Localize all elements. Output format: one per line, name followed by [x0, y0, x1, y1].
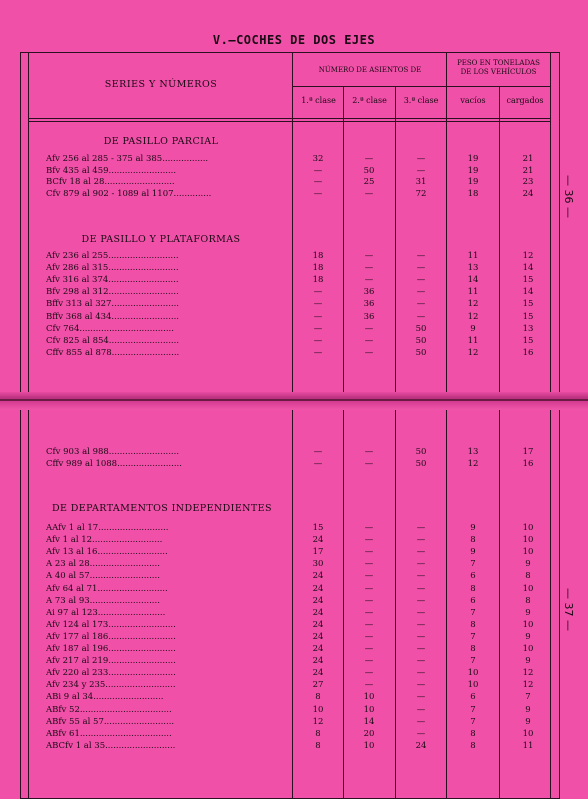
cell-vacios: 8: [470, 583, 476, 594]
cell-clase-2: 25: [363, 177, 375, 188]
table-row: [0, 446, 588, 458]
cell-vacios: 7: [470, 607, 476, 618]
table-row: [0, 619, 588, 631]
cell-clase-1: —: [313, 299, 323, 310]
cell-cargados: 10: [522, 619, 534, 630]
table-row: [0, 667, 588, 679]
cell-vacios: 11: [467, 335, 479, 346]
row-label: Afv 316 al 374..........................: [46, 275, 179, 286]
table-row: [0, 176, 588, 188]
row-label: A 40 al 57..........................: [46, 571, 160, 582]
cell-clase-3: 31: [415, 177, 427, 188]
row-label: Afv 217 al 219.........................: [46, 656, 176, 667]
cell-clase-3: —: [416, 523, 426, 533]
cell-vacios: 7: [470, 559, 476, 570]
cell-cargados: 9: [525, 607, 531, 618]
cell-clase-1: 30: [312, 559, 324, 570]
page-title: V.—COCHES DE DOS EJES: [212, 33, 376, 47]
cell-vacios: 13: [467, 447, 479, 457]
cell-cargados: 10: [522, 535, 534, 546]
cell-cargados: 16: [522, 347, 534, 358]
header-clase-1: 1.ª clase: [301, 96, 336, 105]
cell-vacios: 6: [470, 595, 476, 606]
cell-cargados: 7: [525, 692, 531, 703]
header-peso-2: DE LOS VEHÍCULOS: [460, 68, 537, 76]
row-label: Afv 187 al 196.........................: [46, 644, 176, 654]
cell-cargados: 14: [522, 287, 534, 298]
cell-vacios: 6: [470, 571, 476, 582]
cell-clase-1: —: [313, 165, 323, 176]
cell-clase-2: 20: [363, 728, 375, 739]
row-label: Afv 124 al 173.........................: [46, 619, 176, 630]
cell-clase-3: —: [416, 547, 426, 558]
cell-clase-2: —: [364, 335, 374, 346]
cell-clase-1: —: [313, 447, 323, 457]
cell-cargados: 21: [522, 154, 534, 164]
table-row: [0, 534, 588, 546]
cell-clase-2: —: [364, 631, 374, 642]
cell-clase-1: 12: [312, 716, 324, 727]
cell-clase-3: —: [416, 668, 426, 679]
row-label: ABfv 55 al 57..........................: [46, 716, 175, 727]
row-label: A 23 al 28..........................: [46, 559, 160, 570]
cell-clase-1: 24: [312, 583, 324, 594]
table-row: [0, 522, 588, 534]
cell-clase-3: 72: [415, 188, 427, 199]
cell-clase-2: —: [364, 571, 374, 582]
table-row: [0, 643, 588, 655]
cell-clase-1: 8: [315, 740, 321, 751]
cell-clase-1: —: [313, 335, 323, 346]
cell-clase-1: 17: [312, 547, 324, 558]
cell-cargados: 9: [525, 559, 531, 570]
page-fold-line: [0, 399, 588, 401]
table-row: [0, 311, 588, 323]
row-label: Bffv 368 al 434.........................: [46, 311, 179, 322]
cell-clase-1: —: [313, 177, 323, 188]
cell-clase-3: —: [416, 656, 426, 667]
table-row: [0, 558, 588, 570]
row-label: ABi 9 al 34..........................: [46, 692, 164, 703]
cell-clase-1: 24: [312, 631, 324, 642]
cell-clase-1: 15: [312, 523, 324, 533]
table-row: [0, 153, 588, 165]
cell-clase-3: —: [416, 728, 426, 739]
cell-cargados: 24: [522, 188, 534, 199]
row-label: Ai 97 al 123.........................: [46, 607, 166, 618]
cell-clase-2: —: [364, 656, 374, 667]
row-label: AAfv 1 al 17..........................: [46, 523, 169, 533]
header-rule: [292, 86, 550, 87]
cell-vacios: 8: [470, 728, 476, 739]
row-label: ABCfv 1 al 35..........................: [46, 740, 176, 751]
cell-vacios: 13: [467, 263, 479, 274]
table-row: [0, 716, 588, 728]
cell-clase-2: —: [364, 447, 374, 457]
cell-vacios: 8: [470, 644, 476, 654]
table-row: [0, 188, 588, 200]
margin-page-number: — 36 —: [562, 175, 575, 218]
table-row: [0, 335, 588, 347]
cell-clase-3: —: [416, 583, 426, 594]
cell-clase-3: —: [416, 680, 426, 691]
cell-clase-3: —: [416, 287, 426, 298]
table-row: [0, 691, 588, 703]
cell-clase-3: —: [416, 644, 426, 654]
cell-clase-3: —: [416, 299, 426, 310]
cell-clase-3: 50: [415, 447, 427, 457]
cell-cargados: 9: [525, 704, 531, 715]
header-series: SERIES Y NÚMEROS: [104, 79, 218, 90]
cell-clase-1: —: [313, 311, 323, 322]
cell-vacios: 9: [470, 523, 476, 533]
cell-clase-2: —: [364, 680, 374, 691]
row-label: ABfv 52..................................: [46, 704, 172, 715]
cell-clase-2: 10: [363, 692, 375, 703]
header-peso-1: PESO EN TONELADAS: [457, 59, 540, 67]
cell-clase-1: —: [313, 459, 323, 469]
table-row: [0, 546, 588, 558]
cell-vacios: 11: [467, 287, 479, 298]
margin-page-number: — 37 —: [562, 588, 575, 631]
row-label: Bfv 298 al 312..........................: [46, 287, 179, 298]
cell-clase-1: 24: [312, 619, 324, 630]
table-row: [0, 347, 588, 359]
cell-cargados: 8: [525, 571, 531, 582]
table-row: [0, 655, 588, 667]
table-row: [0, 595, 588, 607]
cell-vacios: 14: [467, 275, 479, 286]
header-bottom-rule-2: [28, 121, 550, 122]
cell-clase-3: —: [416, 704, 426, 715]
row-label: Afv 64 al 71..........................: [46, 583, 168, 594]
row-label: Bfv 435 al 459.........................: [46, 165, 177, 176]
cell-clase-1: —: [313, 287, 323, 298]
cell-vacios: 19: [467, 177, 479, 188]
cell-vacios: 12: [467, 311, 479, 322]
cell-cargados: 10: [522, 523, 534, 533]
cell-vacios: 12: [467, 459, 479, 469]
cell-vacios: 19: [467, 154, 479, 164]
cell-clase-2: —: [364, 547, 374, 558]
cell-vacios: 11: [467, 251, 479, 261]
header-vacios: vacíos: [460, 96, 486, 105]
cell-cargados: 8: [525, 595, 531, 606]
row-label: BCfv 18 al 28..........................: [46, 177, 175, 188]
cell-cargados: 17: [522, 447, 534, 457]
cell-clase-1: 24: [312, 535, 324, 546]
cell-clase-1: —: [313, 323, 323, 334]
table-row: [0, 274, 588, 286]
cell-clase-2: —: [364, 583, 374, 594]
cell-clase-2: —: [364, 644, 374, 654]
table-row: [0, 631, 588, 643]
table-row: [0, 728, 588, 740]
cell-clase-1: 32: [312, 154, 324, 164]
cell-clase-3: —: [416, 154, 426, 164]
cell-clase-1: 18: [312, 275, 324, 286]
cell-cargados: 21: [522, 165, 534, 176]
row-label: Afv 220 al 233.........................: [46, 668, 176, 679]
cell-clase-2: 36: [363, 299, 375, 310]
row-label: Cffv 855 al 878.........................: [46, 347, 180, 358]
row-label: Afv 236 al 255..........................: [46, 251, 179, 261]
cell-cargados: 15: [522, 299, 534, 310]
table-row: [0, 286, 588, 298]
cell-clase-3: —: [416, 571, 426, 582]
table-row: [0, 250, 588, 262]
row-label: Cfv 879 al 902 - 1089 al 1107..............: [46, 188, 212, 199]
cell-clase-2: —: [364, 559, 374, 570]
cell-clase-2: 10: [363, 704, 375, 715]
row-label: Afv 177 al 186.........................: [46, 631, 176, 642]
cell-clase-1: 24: [312, 607, 324, 618]
cell-clase-2: —: [364, 668, 374, 679]
cell-clase-3: —: [416, 716, 426, 727]
cell-clase-3: 24: [415, 740, 427, 751]
cell-cargados: 15: [522, 311, 534, 322]
cell-clase-1: 24: [312, 656, 324, 667]
cell-vacios: 7: [470, 631, 476, 642]
cell-clase-1: —: [313, 347, 323, 358]
cell-clase-1: 24: [312, 668, 324, 679]
cell-vacios: 12: [467, 347, 479, 358]
cell-vacios: 10: [467, 680, 479, 691]
cell-clase-3: 50: [415, 347, 427, 358]
cell-clase-3: —: [416, 263, 426, 274]
row-label: ABfv 61..................................: [46, 728, 172, 739]
cell-vacios: 7: [470, 704, 476, 715]
cell-cargados: 9: [525, 656, 531, 667]
cell-clase-1: 24: [312, 595, 324, 606]
table-row: [0, 704, 588, 716]
row-label: Afv 13 al 16..........................: [46, 547, 168, 558]
section-title: DE PASILLO Y PLATAFORMAS: [81, 234, 241, 245]
cell-cargados: 10: [522, 644, 534, 654]
table-row: [0, 583, 588, 595]
cell-vacios: 9: [470, 547, 476, 558]
section-title: DE PASILLO PARCIAL: [103, 136, 219, 147]
cell-clase-1: 18: [312, 251, 324, 261]
cell-cargados: 10: [522, 547, 534, 558]
row-label: Afv 286 al 315..........................: [46, 263, 179, 274]
table-row: [0, 165, 588, 177]
cell-cargados: 12: [522, 680, 534, 691]
header-clase-3: 3.ª clase: [403, 96, 439, 105]
cell-clase-3: 50: [415, 459, 427, 469]
cell-vacios: 19: [467, 165, 479, 176]
cell-cargados: 23: [522, 177, 534, 188]
cell-clase-3: —: [416, 692, 426, 703]
row-label: A 73 al 93..........................: [46, 595, 160, 606]
cell-cargados: 15: [522, 275, 534, 286]
section-title: DE DEPARTAMENTOS INDEPENDIENTES: [52, 503, 272, 514]
table-row: [0, 679, 588, 691]
cell-vacios: 8: [470, 740, 476, 751]
row-label: Cfv 825 al 854..........................: [46, 335, 180, 346]
cell-vacios: 7: [470, 716, 476, 727]
row-label: Afv 234 y 235..........................: [46, 680, 176, 691]
cell-clase-1: 10: [312, 704, 324, 715]
cell-clase-3: —: [416, 631, 426, 642]
header-clase-2: 2.ª clase: [352, 96, 387, 105]
cell-cargados: 16: [522, 459, 534, 469]
cell-vacios: 7: [470, 656, 476, 667]
cell-cargados: 9: [525, 716, 531, 727]
cell-clase-2: 50: [363, 165, 375, 176]
cell-clase-3: 50: [415, 323, 427, 334]
cell-clase-1: 24: [312, 571, 324, 582]
cell-clase-3: —: [416, 607, 426, 618]
table-row: [0, 323, 588, 335]
header-asientos: NÚMERO DE ASIENTOS DE: [318, 66, 422, 74]
page-fold: [0, 392, 588, 410]
cell-cargados: 10: [522, 583, 534, 594]
cell-clase-3: 50: [415, 335, 427, 346]
header-bottom-rule: [28, 118, 550, 119]
cell-clase-2: —: [364, 607, 374, 618]
cell-clase-2: —: [364, 459, 374, 469]
cell-cargados: 15: [522, 335, 534, 346]
cell-clase-3: —: [416, 535, 426, 546]
cell-clase-2: —: [364, 595, 374, 606]
row-label: Afv 256 al 285 - 375 al 385.................: [46, 154, 209, 164]
cell-cargados: 12: [522, 251, 534, 261]
cell-clase-2: 14: [363, 716, 375, 727]
cell-cargados: 11: [522, 740, 534, 751]
cell-clase-3: —: [416, 595, 426, 606]
row-label: Cfv 764...................................: [46, 323, 174, 334]
cell-clase-3: —: [416, 311, 426, 322]
cell-clase-2: —: [364, 619, 374, 630]
cell-clase-1: 8: [315, 728, 321, 739]
row-label: Cffv 989 al 1088........................: [46, 459, 182, 469]
cell-vacios: 6: [470, 692, 476, 703]
cell-cargados: 14: [522, 263, 534, 274]
cell-clase-1: 24: [312, 644, 324, 654]
cell-cargados: 13: [522, 323, 534, 334]
cell-clase-2: —: [364, 535, 374, 546]
cell-clase-2: —: [364, 323, 374, 334]
cell-cargados: 10: [522, 728, 534, 739]
table-row: [0, 298, 588, 310]
row-label: Bffv 313 al 327.........................: [46, 299, 179, 310]
cell-clase-1: —: [313, 188, 323, 199]
cell-clase-2: —: [364, 154, 374, 164]
cell-vacios: 12: [467, 299, 479, 310]
cell-clase-2: —: [364, 347, 374, 358]
cell-clase-3: —: [416, 165, 426, 176]
cell-clase-2: —: [364, 188, 374, 199]
row-label: Cfv 903 al 988..........................: [46, 447, 180, 457]
cell-vacios: 8: [470, 619, 476, 630]
cell-clase-1: 8: [315, 692, 321, 703]
cell-clase-3: —: [416, 275, 426, 286]
table-row: [0, 740, 588, 752]
cell-cargados: 9: [525, 631, 531, 642]
cell-cargados: 12: [522, 668, 534, 679]
cell-clase-2: —: [364, 523, 374, 533]
cell-vacios: 9: [470, 323, 476, 334]
cell-clase-2: 10: [363, 740, 375, 751]
table-row: [0, 570, 588, 582]
row-label: Afv 1 al 12..........................: [46, 535, 163, 546]
table-row: [0, 458, 588, 470]
cell-clase-1: 18: [312, 263, 324, 274]
cell-clase-2: 36: [363, 311, 375, 322]
cell-clase-2: —: [364, 263, 374, 274]
cell-clase-2: —: [364, 275, 374, 286]
cell-clase-2: —: [364, 251, 374, 261]
cell-clase-2: 36: [363, 287, 375, 298]
cell-clase-3: —: [416, 559, 426, 570]
header-cargados: cargados: [506, 96, 544, 105]
cell-clase-3: —: [416, 619, 426, 630]
cell-vacios: 10: [467, 668, 479, 679]
cell-clase-3: —: [416, 251, 426, 261]
table-row: [0, 262, 588, 274]
table-row: [0, 607, 588, 619]
cell-vacios: 18: [467, 188, 479, 199]
cell-clase-1: 27: [312, 680, 324, 691]
cell-vacios: 8: [470, 535, 476, 546]
